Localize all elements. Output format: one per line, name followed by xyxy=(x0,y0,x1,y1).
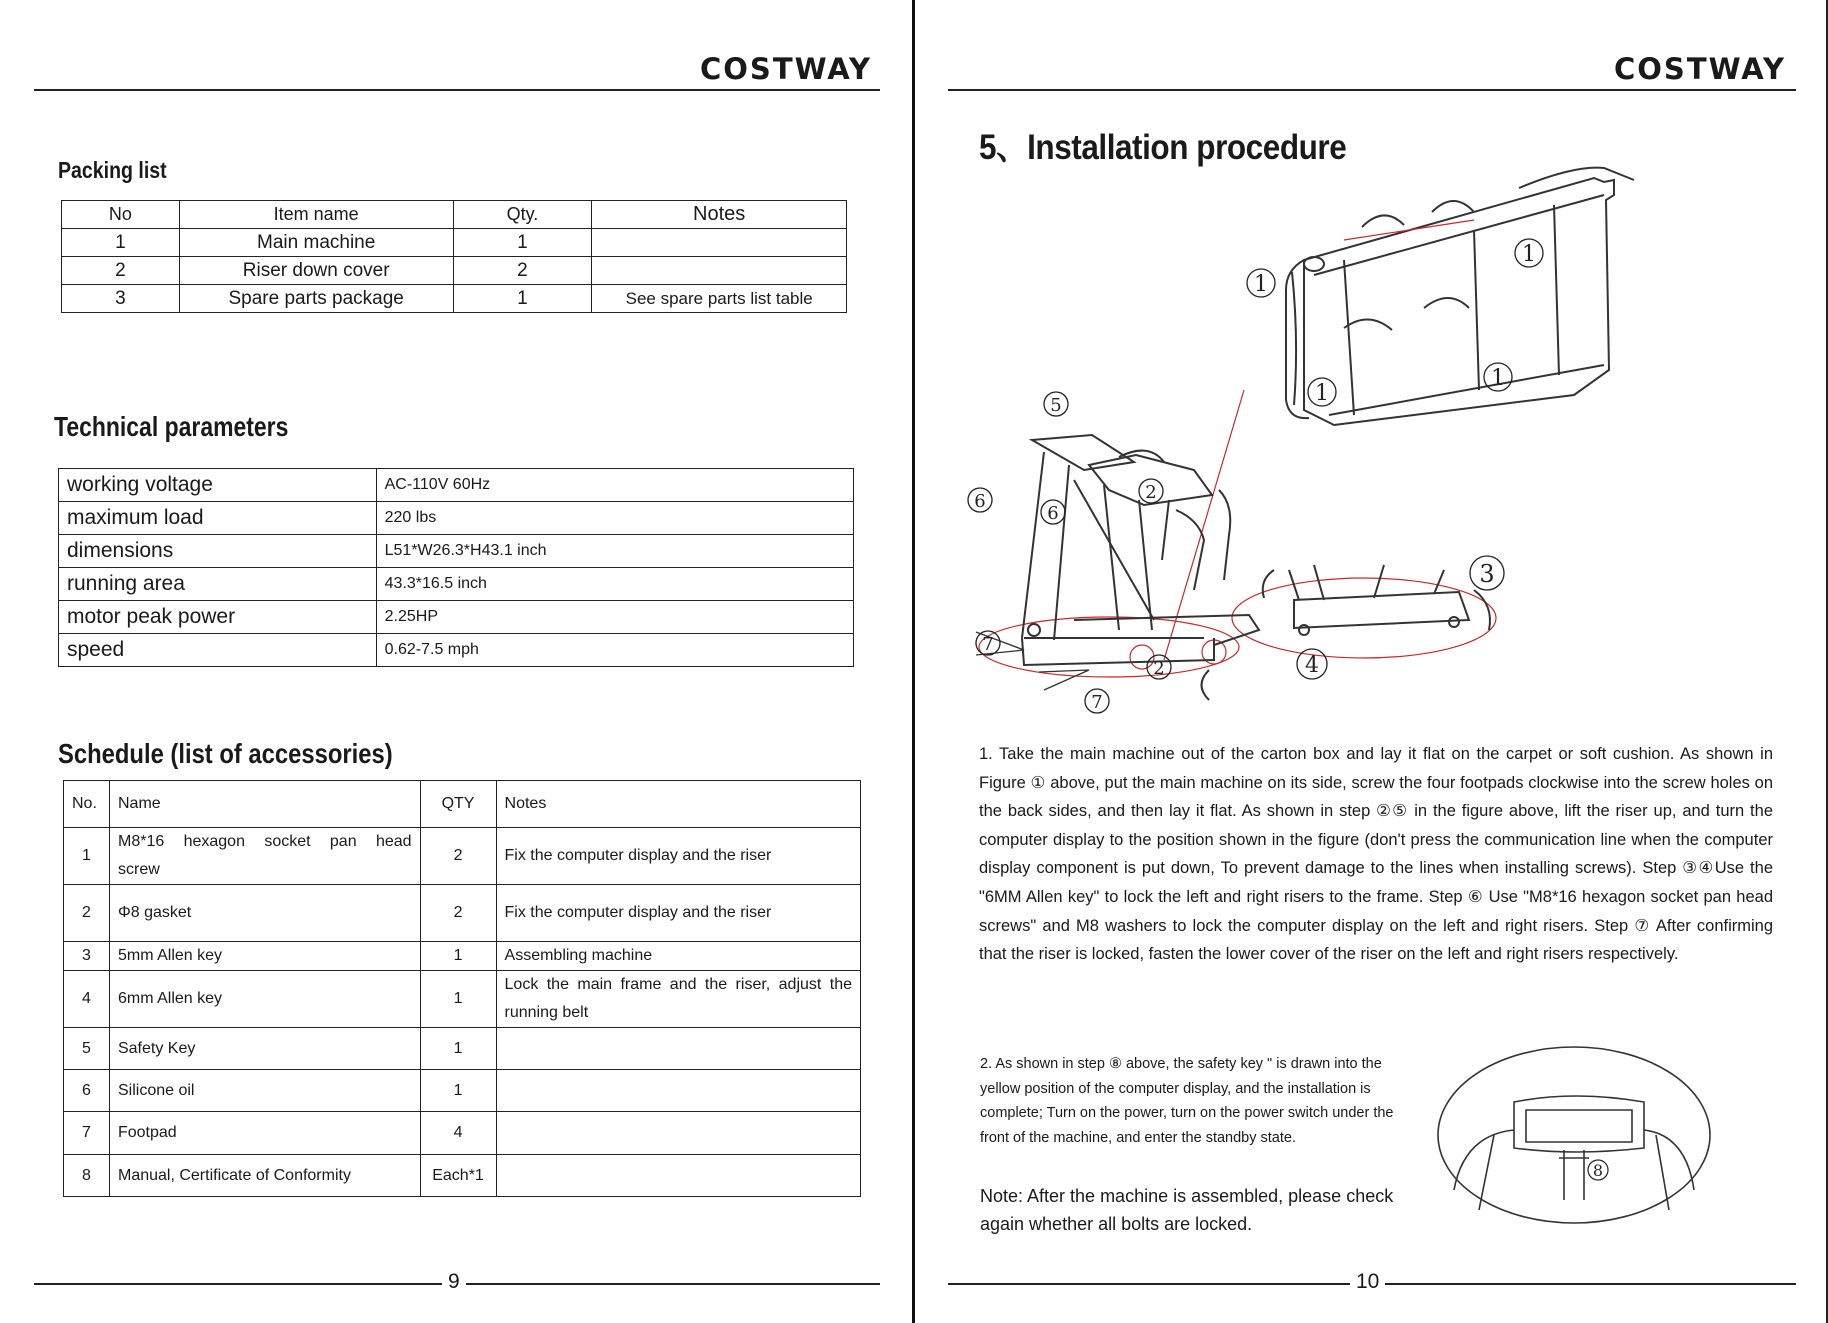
svg-text:5: 5 xyxy=(1050,395,1062,416)
page-number: 10 xyxy=(1350,1270,1385,1294)
svg-text:4: 4 xyxy=(1305,653,1319,678)
table-cell: Silicone oil xyxy=(109,1070,420,1112)
treadmill-assembled-view xyxy=(1022,435,1259,665)
param-label: maximum load xyxy=(59,502,377,535)
param-label: dimensions xyxy=(59,535,377,568)
table-cell: 2 xyxy=(420,828,496,885)
header-cell: Item name xyxy=(179,201,453,229)
param-label: speed xyxy=(59,634,377,667)
table-cell: Φ8 gasket xyxy=(109,885,420,942)
svg-text:1: 1 xyxy=(1254,272,1268,297)
table-cell: 6mm Allen key xyxy=(109,971,420,1028)
table-cell: Main machine xyxy=(179,229,453,257)
table-cell: 8 xyxy=(64,1155,110,1197)
installation-title: 5、Installation procedure xyxy=(979,128,1347,167)
table-cell: Fix the computer display and the riser xyxy=(496,828,860,885)
table-row xyxy=(62,257,847,285)
table-cell: 5 xyxy=(64,1028,110,1070)
table-cell xyxy=(592,229,847,257)
svg-text:3: 3 xyxy=(1479,560,1495,588)
callout-8 xyxy=(1588,1160,1608,1180)
param-value: 220 lbs xyxy=(376,502,853,535)
table-cell: 2 xyxy=(420,885,496,942)
table-cell: 7 xyxy=(64,1112,110,1155)
header-cell: No xyxy=(62,201,180,229)
table-cell: 1 xyxy=(62,229,180,257)
table-cell: 1 xyxy=(453,229,592,257)
table-row xyxy=(59,601,854,634)
table-cell: Each*1 xyxy=(420,1155,496,1197)
table-cell: 2 xyxy=(453,257,592,285)
table-cell: Footpad xyxy=(109,1112,420,1155)
header-cell: Notes xyxy=(592,201,847,229)
svg-text:2: 2 xyxy=(1153,658,1165,679)
table-row xyxy=(64,1112,861,1155)
schedule-title: Schedule (list of accessories) xyxy=(58,738,393,769)
table-row xyxy=(64,828,861,885)
svg-text:7: 7 xyxy=(1091,692,1103,713)
table-cell: See spare parts list table xyxy=(592,285,847,313)
treadmill-side-view xyxy=(1286,168,1634,425)
step-1-paragraph: 1. Take the main machine out of the carton box and lay it flat on the carpet or soft cushion. As shown in Figure ① above, put the main machine on its side, screw the four footpads clockwise into the screw holes on the back sides, and then lay it flat. As shown in step ②⑤ in the figure above, lift the riser up, and turn the computer display to the position shown in the figure (don't press the communication line when the computer display component is put down, To prevent damage to the lines when installing screws). Step ③④Use the "6MM Allen key" to lock the left and right risers to the frame. Step ⑥ Use "M8*16 hexagon socket pan head screws" and M8 washers to lock the computer display on the left and right risers. Step ⑦ After confirming that the riser is locked, fasten the lower cover of the riser on the left and right risers respectively. xyxy=(979,745,1773,964)
svg-text:1: 1 xyxy=(1315,381,1329,406)
installation-diagram xyxy=(914,160,1828,730)
table-header-row xyxy=(62,201,847,229)
table-cell: Safety Key xyxy=(109,1028,420,1070)
table-cell: 4 xyxy=(420,1112,496,1155)
table-row xyxy=(64,971,861,1028)
callout-1 xyxy=(1247,239,1543,406)
table-cell: M8*16 hexagon socket pan head screw xyxy=(109,828,420,885)
table-cell: Fix the computer display and the riser xyxy=(496,885,860,942)
svg-text:1: 1 xyxy=(1491,366,1505,391)
right-page xyxy=(914,0,1828,1323)
table-cell: 4 xyxy=(64,971,110,1028)
header-cell: QTY xyxy=(420,781,496,828)
header-cell: Qty. xyxy=(453,201,592,229)
safety-key-diagram xyxy=(1434,1040,1724,1230)
table-cell: 1 xyxy=(453,285,592,313)
header-cell: No. xyxy=(64,781,110,828)
left-page xyxy=(0,0,912,1323)
header-rule xyxy=(34,89,880,91)
table-cell: 6 xyxy=(64,1070,110,1112)
step-2-paragraph: 2. As shown in step ⑧ above, the safety key " is drawn into the yellow position of the computer display, and the installation is complete; Turn on the power, turn on the power switch under the front of the machine, and enter the standby state. xyxy=(980,1056,1394,1146)
table-cell xyxy=(592,257,847,285)
brand-logo: COSTWAY xyxy=(700,52,872,86)
header-rule xyxy=(948,89,1796,91)
header-cell: Notes xyxy=(496,781,860,828)
callout-4 xyxy=(1297,649,1327,679)
table-row xyxy=(59,535,854,568)
table-row xyxy=(62,229,847,257)
callout-6 xyxy=(968,488,1065,524)
page-number: 9 xyxy=(442,1270,466,1294)
table-cell xyxy=(496,1070,860,1112)
table-row xyxy=(64,1028,861,1070)
svg-text:7: 7 xyxy=(982,634,994,655)
schedule-table xyxy=(63,780,861,1197)
table-cell: 3 xyxy=(64,942,110,971)
callout-5 xyxy=(1044,392,1068,416)
svg-text:6: 6 xyxy=(974,491,986,512)
param-label: motor peak power xyxy=(59,601,377,634)
technical-parameters-table xyxy=(58,468,854,667)
callout-numbers xyxy=(968,239,1543,713)
callout-3 xyxy=(1470,556,1504,590)
table-cell: 5mm Allen key xyxy=(109,942,420,971)
param-label: working voltage xyxy=(59,469,377,502)
brand-logo: COSTWAY xyxy=(1614,52,1786,86)
table-cell: 3 xyxy=(62,285,180,313)
param-value: 43.3*16.5 inch xyxy=(376,568,853,601)
svg-text:1: 1 xyxy=(1522,242,1536,267)
assembly-note: Note: After the machine is assembled, please check again whether all bolts are locked. xyxy=(980,1186,1394,1234)
table-cell xyxy=(496,1112,860,1155)
svg-text:6: 6 xyxy=(1047,503,1059,524)
table-cell xyxy=(496,1155,860,1197)
param-value: 2.25HP xyxy=(376,601,853,634)
table-cell: Manual, Certificate of Conformity xyxy=(109,1155,420,1197)
param-value: L51*W26.3*H43.1 inch xyxy=(376,535,853,568)
table-cell: Spare parts package xyxy=(179,285,453,313)
base-detail-view xyxy=(1289,565,1469,635)
table-cell: 1 xyxy=(64,828,110,885)
table-row xyxy=(59,502,854,535)
table-row xyxy=(59,634,854,667)
table-cell: 1 xyxy=(420,942,496,971)
callout-2 xyxy=(1139,479,1171,679)
header-cell: Name xyxy=(109,781,420,828)
table-cell: 1 xyxy=(420,1028,496,1070)
svg-text:2: 2 xyxy=(1145,482,1157,503)
param-value: AC-110V 60Hz xyxy=(376,469,853,502)
table-cell: Assembling machine xyxy=(496,942,860,971)
table-cell: Lock the main frame and the riser, adjust the running belt xyxy=(496,971,860,1028)
technical-parameters-title: Technical parameters xyxy=(54,411,289,442)
packing-list-title: Packing list xyxy=(58,157,167,183)
table-row xyxy=(62,285,847,313)
param-label: running area xyxy=(59,568,377,601)
table-cell xyxy=(496,1028,860,1070)
table-cell: Riser down cover xyxy=(179,257,453,285)
table-header-row xyxy=(64,781,861,828)
param-value: 0.62-7.5 mph xyxy=(376,634,853,667)
table-row xyxy=(64,1155,861,1197)
svg-text:8: 8 xyxy=(1592,1161,1604,1180)
table-row xyxy=(64,942,861,971)
table-row xyxy=(59,568,854,601)
table-cell: 2 xyxy=(62,257,180,285)
table-row xyxy=(59,469,854,502)
table-cell: 2 xyxy=(64,885,110,942)
table-row xyxy=(64,885,861,942)
packing-list-table xyxy=(61,200,847,313)
table-row xyxy=(64,1070,861,1112)
table-cell: 1 xyxy=(420,1070,496,1112)
table-cell: 1 xyxy=(420,971,496,1028)
